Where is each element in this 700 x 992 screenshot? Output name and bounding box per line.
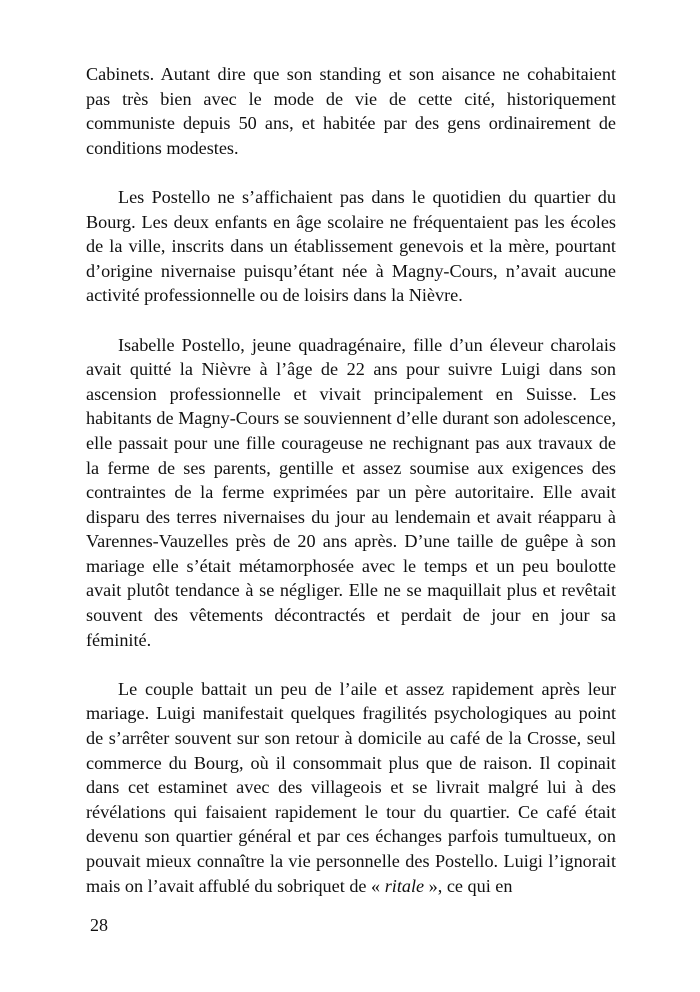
paragraph-spacer (86, 308, 616, 333)
paragraph-spacer (86, 160, 616, 185)
page-body (86, 62, 616, 898)
paragraph-4-text-end: », ce qui en (424, 875, 513, 896)
paragraph-1: Cabinets. Autant dire que son standing et son aisance ne cohabitaient pas très bien avec le mode de vie de cette cité, historiquement communiste depuis 50 ans, et habitée par des gens ordinairement de conditions modestes. (86, 64, 616, 158)
paragraph-4 (86, 677, 616, 898)
paragraph-3: Isabelle Postello, jeune quadragénaire, fille d’un éleveur charolais avait quitté la Nièvre à l’âge de 22 ans pour suivre Luigi dans son ascension professionnelle et vivait principalement en Suisse. Les habitants de Magny-Cours se souviennent d’elle durant son adolescence, elle passait pour une fille courageuse ne rechignant pas aux travaux de la ferme de ses parents, gentille et assez soumise aux exigences des contraintes de la ferme exprimées par un père autoritaire. Elle avait disparu des terres nivernaises du jour au lendemain et avait réapparu à Varennes-Vauzelles près de 20 ans après. D’une taille de guêpe à son mariage elle s’était métamorphosée avec le temps et un peu boulotte avait plutôt tendance à se négliger. Elle ne se maquillait plus et revêtait souvent des vêtements décontractés et perdait de jour en jour sa féminité. (86, 334, 616, 650)
paragraph-2: Les Postello ne s’affichaient pas dans le quotidien du quartier du Bourg. Les deux enfants en âge scolaire ne fréquentaient pas les écoles de la ville, inscrits dans un établissement genevois et la mère, pourtant d’origine nivernaise puisqu’étant née à Magny-Cours, n’avait aucune activité professionnelle ou de loisirs dans la Nièvre. (86, 186, 616, 306)
paragraph-4-text: Le couple battait un peu de l’aile et assez rapidement après leur mariage. Luigi manifestait quelques fragilités psychologiques au point de s’arrêter souvent sur son retour à domicile au café de la Crosse, seul commerce du Bourg, où il consommait plus que de raison. Il copinait dans cet estaminet avec des villageois et se livrait malgré lui à des révélations qui faisaient rapidement le tour du quartier. Ce café était devenu son quartier général et par ces échanges parfois tumultueux, on pouvait mieux connaître la vie personnelle des Postello. Luigi l’ignorait mais on l’avait affublé du sobriquet de « (86, 678, 616, 896)
italic-word: ritale (384, 875, 425, 896)
page-number: 28 (90, 915, 108, 935)
paragraph-spacer (86, 652, 616, 677)
